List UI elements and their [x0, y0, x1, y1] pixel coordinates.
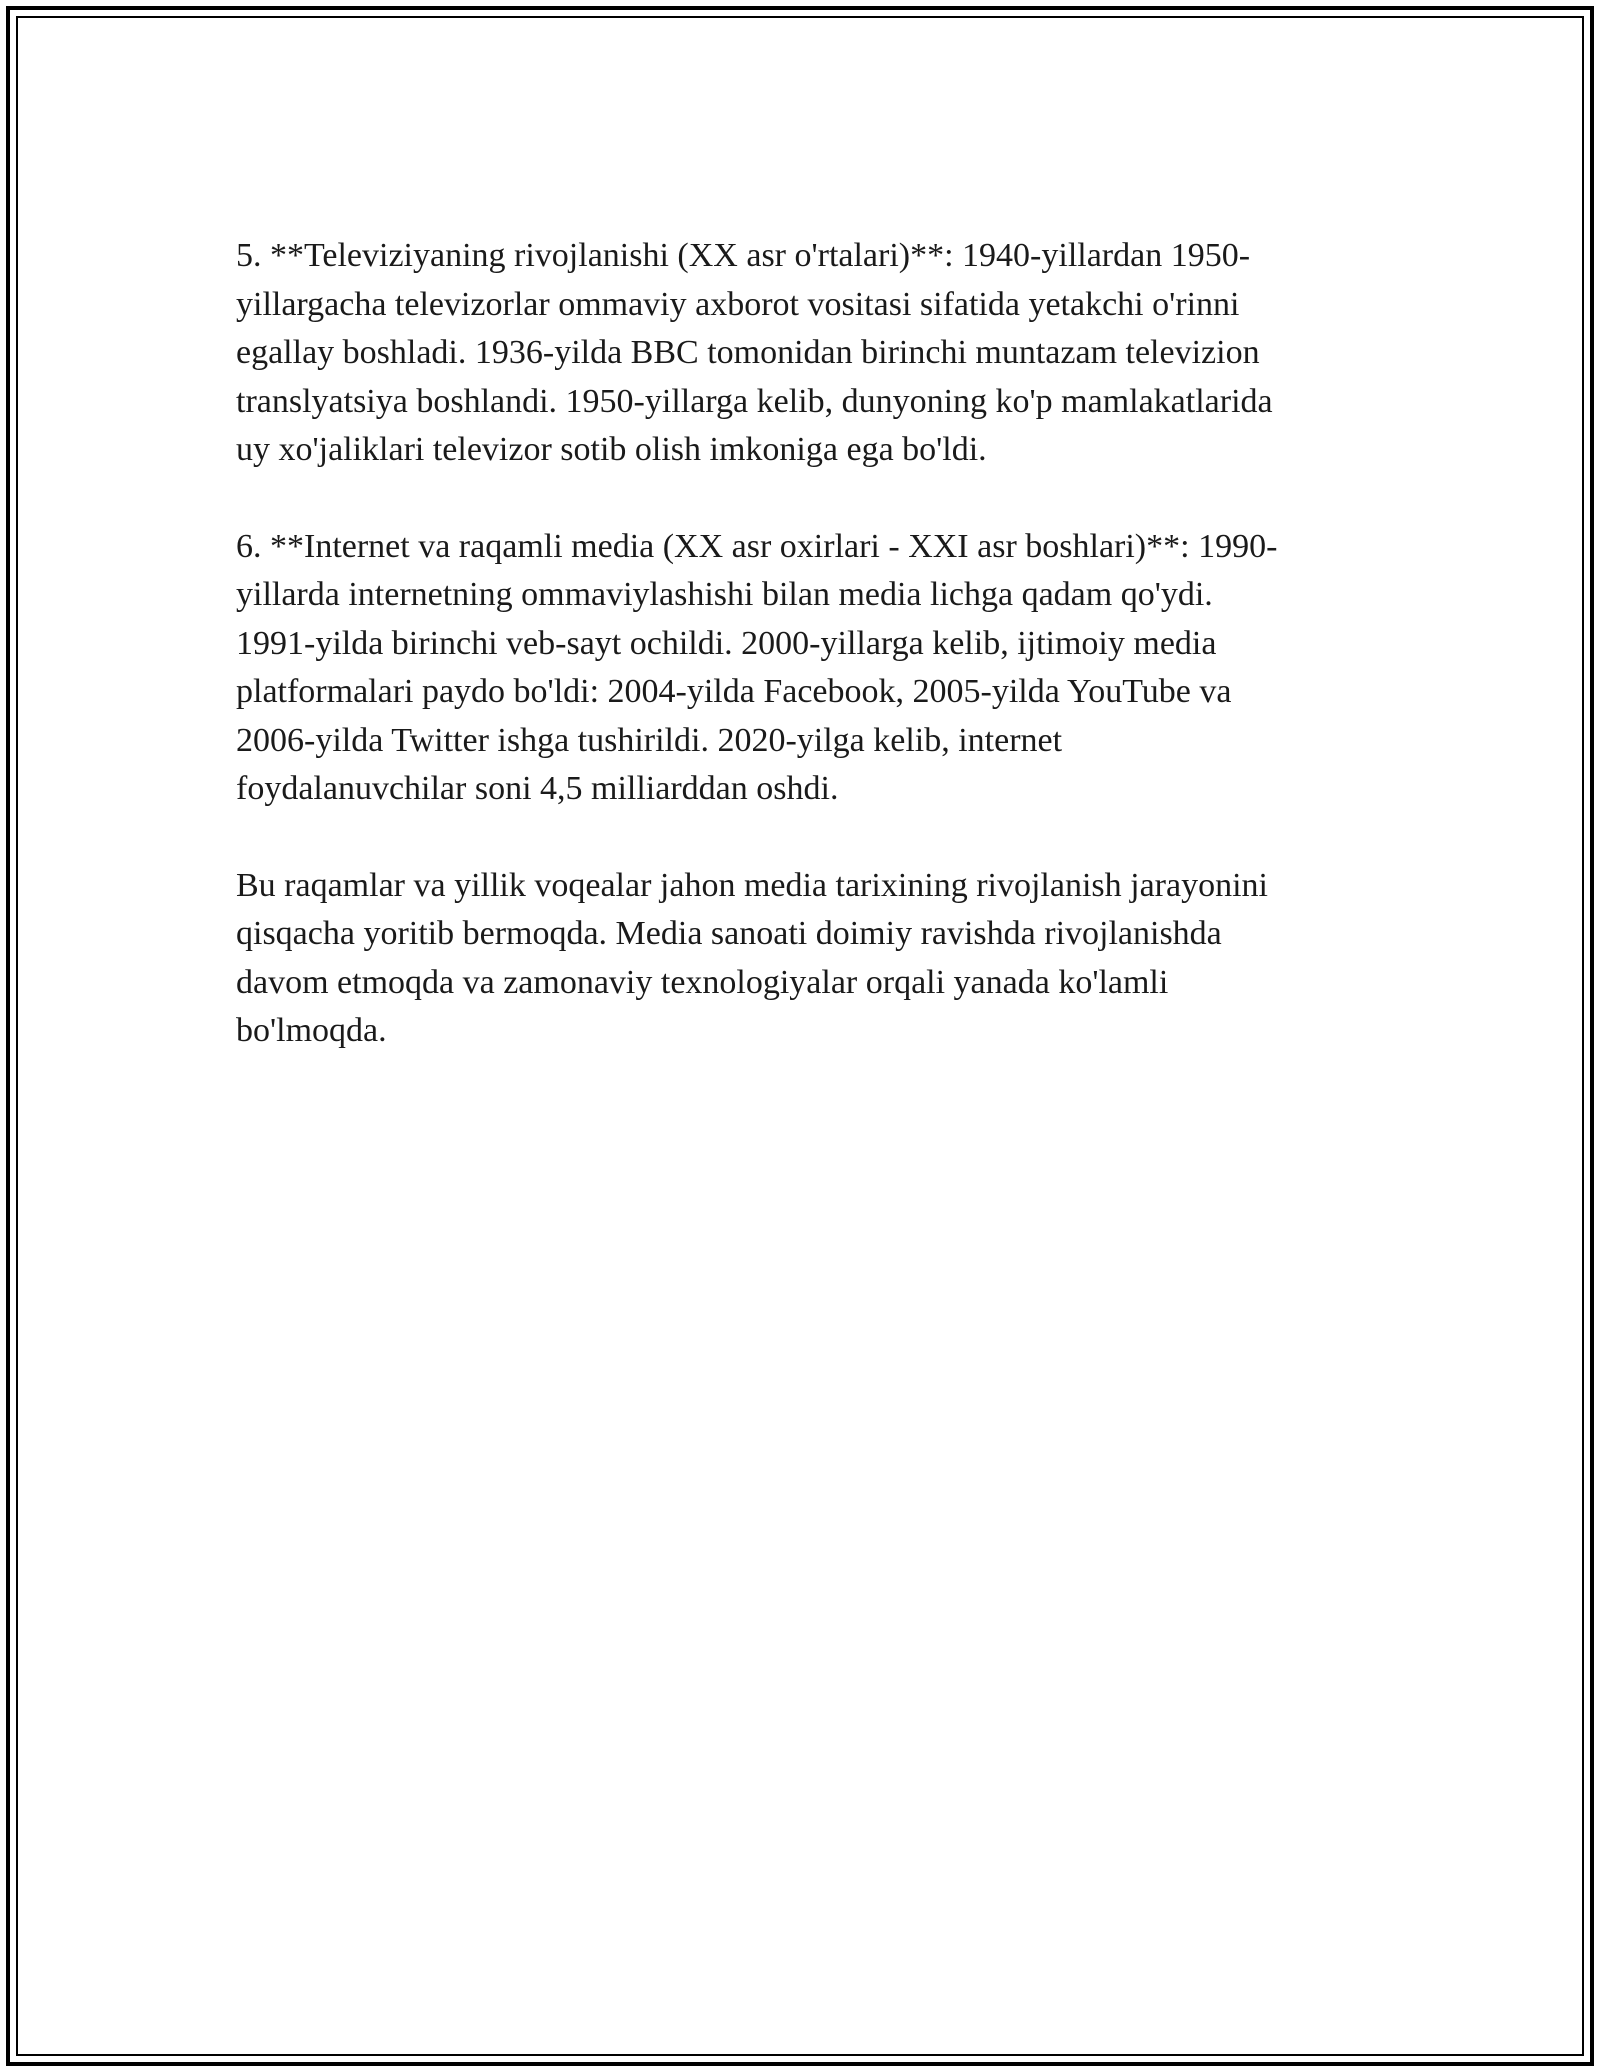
document-body — [236, 232, 1376, 1104]
paragraph-conclusion: Bu raqamlar va yillik voqealar jahon media tarixining rivojlanish jarayonini qisqacha yoritib bermoqda. Media sanoati doimiy ravishda rivojlanishda davom etmoqda va zamonaviy texnologiyalar orqali yanada ko'lamli bo'lmoqda. — [236, 866, 1268, 1049]
paragraph-television: 5. **Televiziyaning rivojlanishi (XX asr o'rtalari)**: 1940-yillardan 1950- yillargacha televizorlar ommaviy axborot vositasi sifatida yetakchi o'rinni egallay boshladi. 1936-yilda BBC tomonidan birinchi muntazam televizion translyatsiya boshlandi. 1950-yillarga kelib, dunyoning ko'p mamlakatlarida uy xo'jaliklari televizor sotib olish imkoniga ega bo'ldi. — [236, 237, 1273, 468]
paragraph-internet: 6. **Internet va raqamli media (XX asr oxirlari - XXI asr boshlari)**: 1990- yillarda internetning ommaviylashishi bilan media lichga qadam qo'ydi. 1991-yilda birinchi veb-sayt ochildi. 2000-yillarga kelib, ijtimoiy media platformalari paydo bo'ldi: 2004-yilda Facebook, 2005-yilda YouTube va 2006-yilda Twitter ishga tushirildi. 2020-yilga kelib, internet foydalanuvchilar soni 4,5 milliarddan oshdi. — [236, 527, 1278, 807]
